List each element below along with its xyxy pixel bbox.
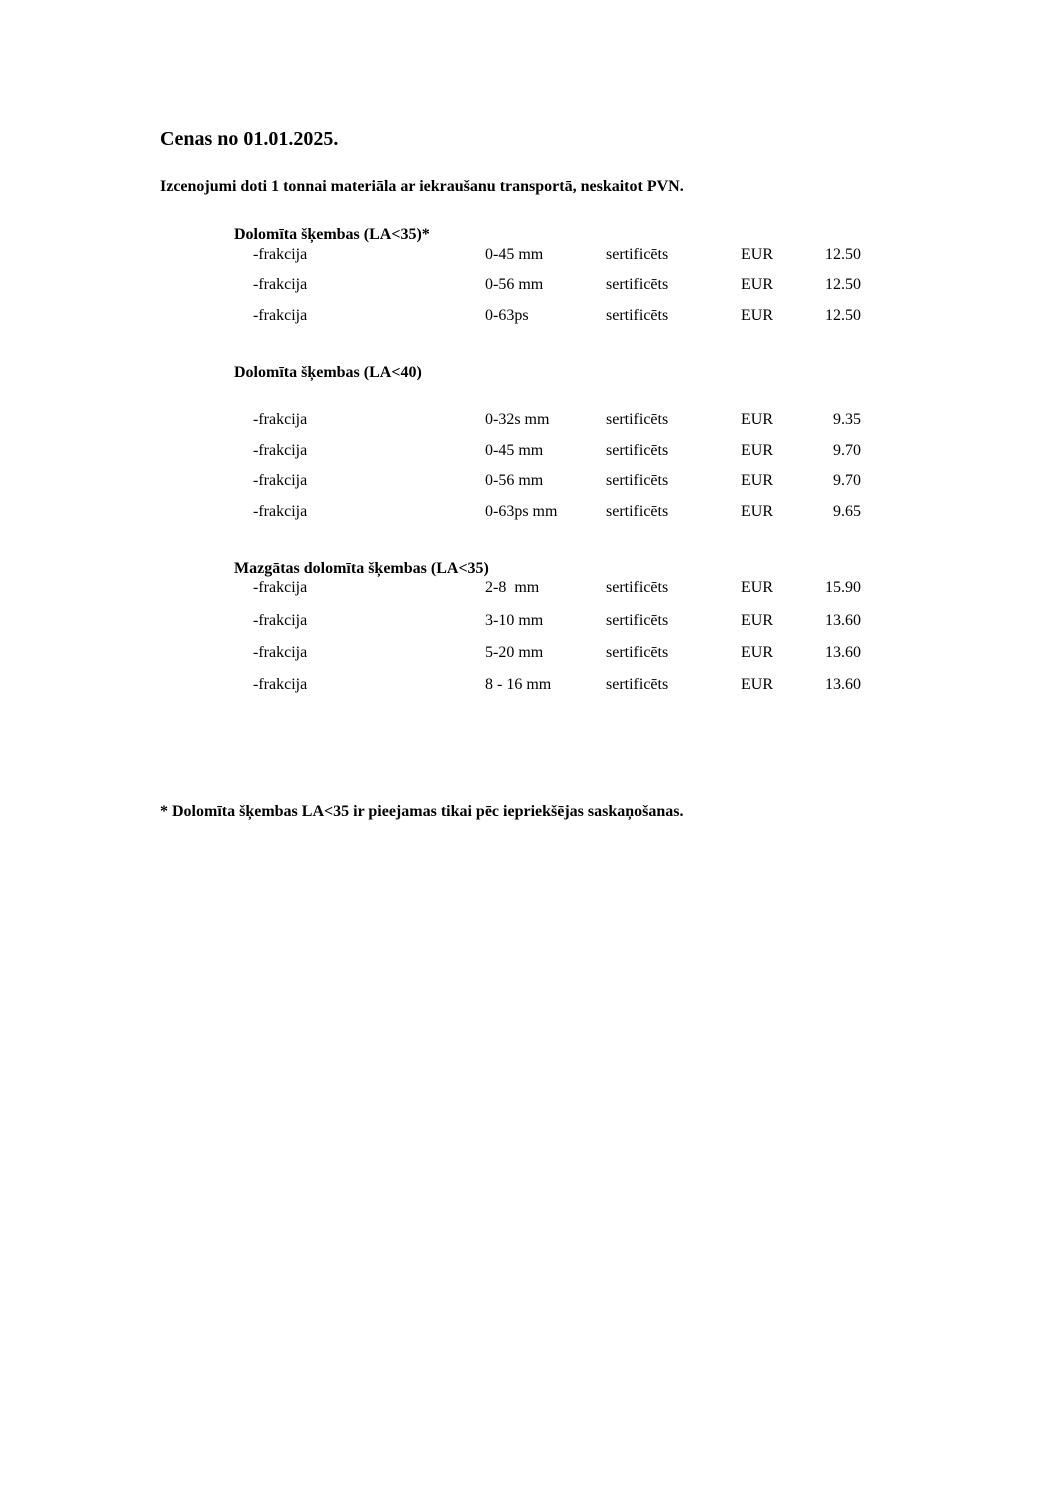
row-currency: EUR bbox=[741, 644, 773, 661]
price-row bbox=[0, 612, 1058, 634]
row-currency: EUR bbox=[741, 612, 773, 629]
row-size: 8 - 16 mm bbox=[485, 676, 552, 693]
row-price: 12.50 bbox=[825, 276, 861, 293]
row-size: 0-45 mm bbox=[485, 442, 544, 459]
price-row bbox=[0, 676, 1058, 698]
row-certificate: sertificēts bbox=[606, 676, 669, 693]
row-price: 13.60 bbox=[825, 612, 861, 629]
row-size: 0-32s mm bbox=[485, 411, 550, 428]
price-row bbox=[0, 276, 1058, 298]
row-price: 9.70 bbox=[833, 442, 861, 459]
row-size: 0-63ps bbox=[485, 307, 529, 324]
row-label: -frakcija bbox=[253, 472, 308, 489]
row-price: 12.50 bbox=[825, 246, 861, 263]
price-row bbox=[0, 472, 1058, 494]
price-row bbox=[0, 246, 1058, 268]
row-certificate: sertificēts bbox=[606, 503, 669, 520]
row-label: -frakcija bbox=[253, 676, 308, 693]
row-certificate: sertificēts bbox=[606, 276, 669, 293]
section-heading-washed-la35: Mazgātas dolomīta šķembas (LA<35) bbox=[234, 560, 489, 577]
price-row bbox=[0, 503, 1058, 525]
row-certificate: sertificēts bbox=[606, 644, 669, 661]
price-row bbox=[0, 307, 1058, 329]
row-size: 0-56 mm bbox=[485, 472, 544, 489]
row-label: -frakcija bbox=[253, 411, 308, 428]
row-label: -frakcija bbox=[253, 307, 308, 324]
row-label: -frakcija bbox=[253, 579, 308, 596]
section-heading-la35: Dolomīta šķembas (LA<35)* bbox=[234, 226, 430, 243]
row-currency: EUR bbox=[741, 276, 773, 293]
row-price: 13.60 bbox=[825, 676, 861, 693]
row-currency: EUR bbox=[741, 579, 773, 596]
row-price: 9.70 bbox=[833, 472, 861, 489]
row-certificate: sertificēts bbox=[606, 307, 669, 324]
row-currency: EUR bbox=[741, 307, 773, 324]
row-size: 0-56 mm bbox=[485, 276, 544, 293]
row-certificate: sertificēts bbox=[606, 246, 669, 263]
row-label: -frakcija bbox=[253, 644, 308, 661]
row-currency: EUR bbox=[741, 442, 773, 459]
row-price: 15.90 bbox=[825, 579, 861, 596]
footnote: * Dolomīta šķembas LA<35 ir pieejamas tikai pēc iepriekšējas saskaņošanas. bbox=[160, 803, 684, 820]
row-label: -frakcija bbox=[253, 246, 308, 263]
price-row bbox=[0, 411, 1058, 433]
price-row bbox=[0, 579, 1058, 601]
row-certificate: sertificēts bbox=[606, 612, 669, 629]
section-heading-la40: Dolomīta šķembas (LA<40) bbox=[234, 364, 422, 381]
price-row bbox=[0, 442, 1058, 464]
row-price: 12.50 bbox=[825, 307, 861, 324]
row-label: -frakcija bbox=[253, 503, 308, 520]
row-certificate: sertificēts bbox=[606, 579, 669, 596]
row-currency: EUR bbox=[741, 676, 773, 693]
row-certificate: sertificēts bbox=[606, 411, 669, 428]
row-size: 0-63ps mm bbox=[485, 503, 558, 520]
intro-text: Izcenojumi doti 1 tonnai materiāla ar iekraušanu transportā, neskaitot PVN. bbox=[160, 178, 684, 195]
row-price: 13.60 bbox=[825, 644, 861, 661]
row-size: 3-10 mm bbox=[485, 612, 544, 629]
row-currency: EUR bbox=[741, 503, 773, 520]
row-currency: EUR bbox=[741, 411, 773, 428]
row-currency: EUR bbox=[741, 472, 773, 489]
row-price: 9.35 bbox=[833, 411, 861, 428]
row-certificate: sertificēts bbox=[606, 472, 669, 489]
row-price: 9.65 bbox=[833, 503, 861, 520]
row-currency: EUR bbox=[741, 246, 773, 263]
price-row bbox=[0, 644, 1058, 666]
row-size: 2-8 mm bbox=[485, 579, 540, 596]
row-label: -frakcija bbox=[253, 276, 308, 293]
row-certificate: sertificēts bbox=[606, 442, 669, 459]
page-title: Cenas no 01.01.2025. bbox=[160, 128, 339, 150]
row-label: -frakcija bbox=[253, 442, 308, 459]
row-size: 5-20 mm bbox=[485, 644, 544, 661]
row-size: 0-45 mm bbox=[485, 246, 544, 263]
row-label: -frakcija bbox=[253, 612, 308, 629]
